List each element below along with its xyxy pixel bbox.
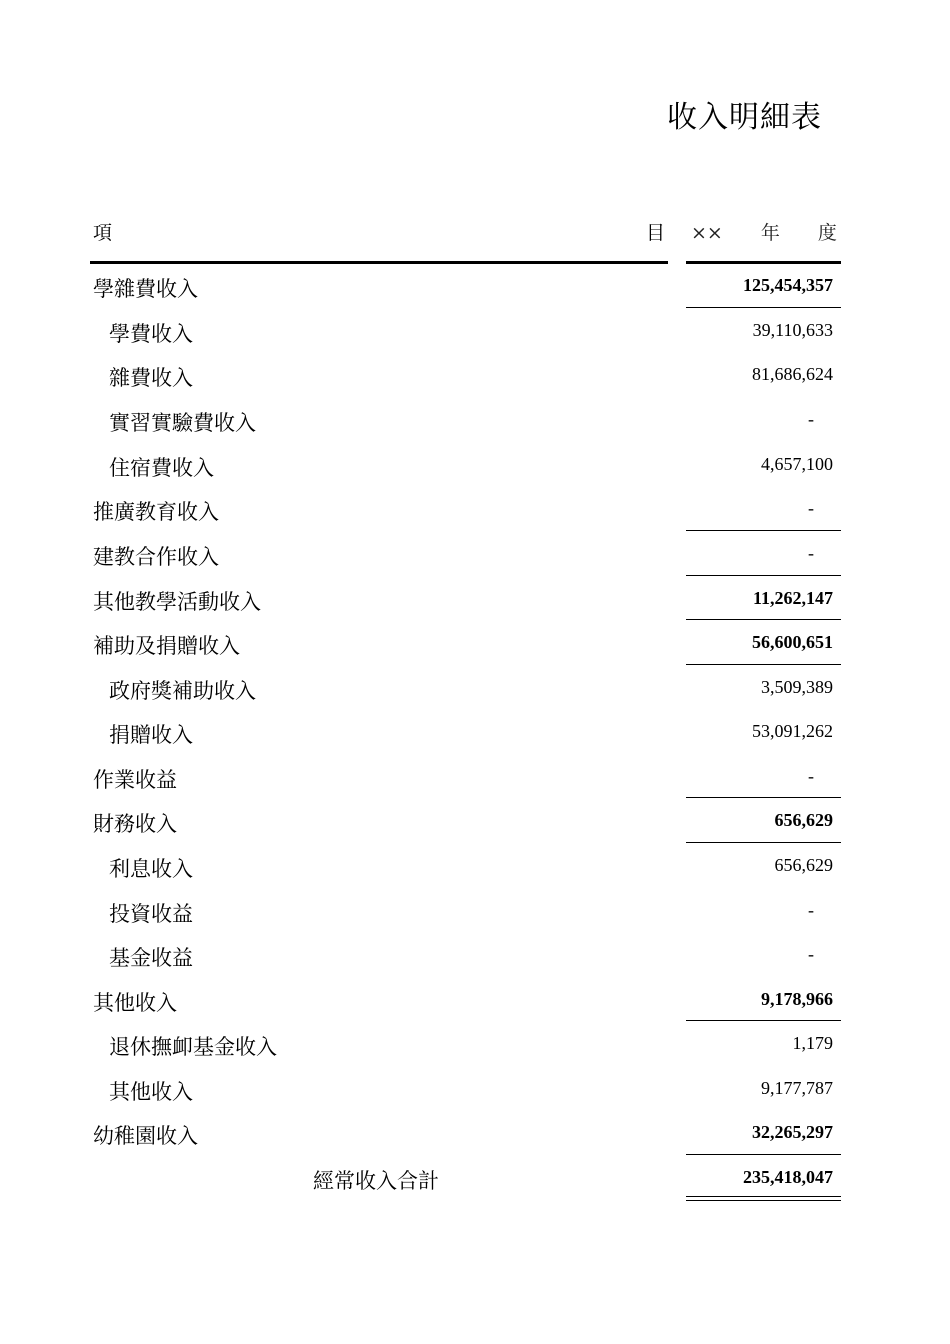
- row-label: 作業收益: [93, 768, 177, 792]
- total-value: 235,418,047: [743, 1167, 833, 1187]
- row-label: 捐贈收入: [109, 723, 193, 747]
- table-row: [0, 710, 950, 754]
- page-title: 收入明細表: [667, 100, 822, 135]
- row-value: 39,110,633: [752, 320, 833, 340]
- row-label: 幼稚園收入: [93, 1124, 198, 1148]
- table-row: [0, 309, 950, 353]
- header-year-label: ×× 年 度: [691, 222, 837, 244]
- row-label: 基金收益: [109, 946, 193, 970]
- table-row: [0, 487, 950, 531]
- row-label: 學費收入: [109, 322, 193, 346]
- row-label: 補助及捐贈收入: [93, 634, 240, 658]
- table-row: [0, 799, 950, 843]
- subtotal-underline: [686, 797, 841, 798]
- subtotal-underline: [686, 619, 841, 620]
- row-value: -: [808, 900, 814, 920]
- row-value: 656,629: [774, 810, 833, 830]
- row-value: -: [808, 944, 814, 964]
- row-label: 住宿費收入: [109, 456, 214, 480]
- row-value: 53,091,262: [752, 721, 833, 741]
- row-label: 利息收入: [109, 857, 193, 881]
- row-value: 32,265,297: [752, 1122, 833, 1142]
- row-value: 81,686,624: [752, 364, 833, 384]
- subtotal-underline: [686, 1020, 841, 1021]
- subtotal-underline: [686, 307, 841, 308]
- header-item-end-label: 目: [646, 222, 666, 244]
- row-label: 退休撫卹基金收入: [109, 1035, 277, 1059]
- row-label: 其他收入: [109, 1080, 193, 1104]
- table-row: [0, 978, 950, 1022]
- total-label: 經常收入合計: [313, 1169, 439, 1193]
- table-row: [0, 666, 950, 710]
- table-row: [0, 532, 950, 576]
- total-row: [0, 1156, 950, 1200]
- row-value: 56,600,651: [752, 632, 833, 652]
- row-value: 9,177,787: [761, 1078, 833, 1098]
- total-double-underline: [686, 1196, 841, 1201]
- row-value: 4,657,100: [761, 454, 833, 474]
- row-value: 656,629: [774, 855, 833, 875]
- row-value: 125,454,357: [743, 275, 833, 295]
- table-row: [0, 398, 950, 442]
- table-row: [0, 1067, 950, 1111]
- table-row: [0, 577, 950, 621]
- row-value: -: [808, 498, 814, 518]
- row-label: 學雜費收入: [93, 277, 198, 301]
- row-value: 9,178,966: [761, 989, 833, 1009]
- table-row: [0, 264, 950, 308]
- row-value: 1,179: [792, 1033, 833, 1053]
- row-value: 3,509,389: [761, 677, 833, 697]
- subtotal-underline: [686, 842, 841, 843]
- table-row: [0, 933, 950, 977]
- header-item-label: 項: [93, 222, 113, 244]
- row-label: 建教合作收入: [93, 545, 219, 569]
- subtotal-underline: [686, 575, 841, 576]
- table-row: [0, 1111, 950, 1155]
- row-label: 其他教學活動收入: [93, 590, 261, 614]
- row-label: 推廣教育收入: [93, 500, 219, 524]
- row-value: 11,262,147: [752, 588, 833, 608]
- row-value: -: [808, 766, 814, 786]
- subtotal-underline: [686, 1154, 841, 1155]
- table-row: [0, 844, 950, 888]
- subtotal-underline: [686, 664, 841, 665]
- row-label: 政府獎補助收入: [109, 679, 256, 703]
- table-row: [0, 755, 950, 799]
- row-label: 其他收入: [93, 991, 177, 1015]
- table-row: [0, 353, 950, 397]
- row-label: 實習實驗費收入: [109, 411, 256, 435]
- row-label: 財務收入: [93, 812, 177, 836]
- row-value: -: [808, 543, 814, 563]
- table-row: [0, 1022, 950, 1066]
- row-label: 投資收益: [109, 902, 193, 926]
- row-label: 雜費收入: [109, 366, 193, 390]
- table-row: [0, 889, 950, 933]
- row-value: -: [808, 409, 814, 429]
- table-row: [0, 443, 950, 487]
- subtotal-underline: [686, 530, 841, 531]
- table-row: [0, 621, 950, 665]
